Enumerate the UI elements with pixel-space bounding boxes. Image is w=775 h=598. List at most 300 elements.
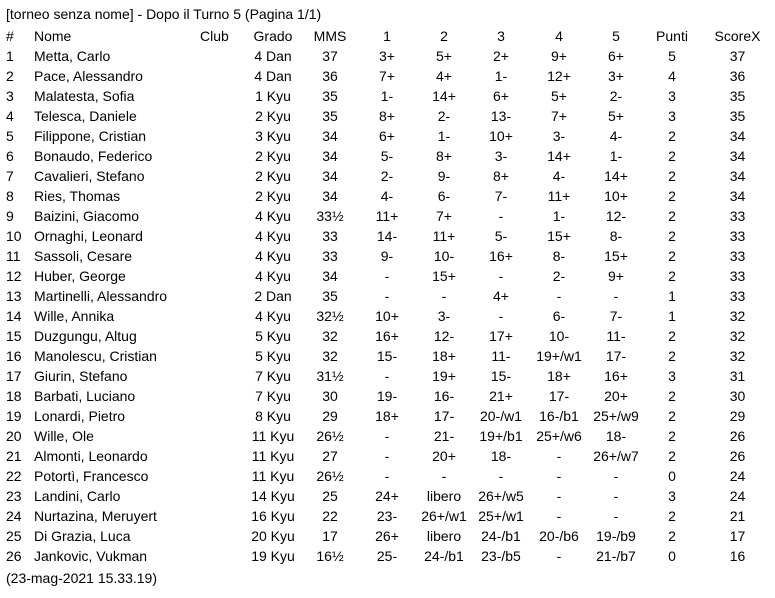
cell-grado: 4 Dan	[254, 68, 292, 84]
cell-scorex: 34	[729, 168, 746, 184]
cell-num: 8	[6, 188, 14, 204]
cell-mms: 29	[322, 408, 338, 424]
cell-round-1: 6+	[379, 128, 395, 144]
cell-club	[200, 126, 244, 146]
cell-punti: 3	[668, 368, 676, 384]
cell-club	[200, 146, 244, 166]
cell-round-1: 8+	[379, 108, 395, 124]
cell-round-2: 21-	[433, 428, 455, 444]
cell-name: Baizini, Giacomo	[34, 208, 140, 224]
cell-name: Landini, Carlo	[34, 488, 121, 504]
table-row	[0, 546, 775, 566]
cell-round-5: 17-	[605, 348, 627, 364]
cell-grado: 4 Kyu	[255, 208, 291, 224]
cell-num: 2	[6, 68, 14, 84]
cell-club	[200, 186, 244, 206]
col-header-punti: Punti	[656, 28, 688, 44]
cell-round-4: 18+	[547, 368, 571, 384]
cell-club	[200, 366, 244, 386]
cell-grado: 11 Kyu	[251, 468, 295, 484]
cell-grado: 2 Kyu	[255, 188, 291, 204]
cell-punti: 2	[668, 448, 676, 464]
cell-round-5: 8-	[609, 228, 623, 244]
cell-grado: 4 Kyu	[255, 248, 291, 264]
cell-round-3: 20-/w1	[479, 408, 523, 424]
cell-round-1: 19-	[376, 388, 398, 404]
cell-round-4: 4-	[552, 168, 566, 184]
cell-round-4: -	[556, 448, 562, 464]
cell-round-1: 3+	[379, 48, 395, 64]
cell-round-2: 10-	[433, 248, 455, 264]
cell-scorex: 35	[729, 88, 746, 104]
cell-round-5: 7-	[609, 308, 623, 324]
cell-round-4: -	[556, 488, 562, 504]
cell-round-3: 2+	[493, 48, 509, 64]
cell-club	[200, 246, 244, 266]
cell-num: 23	[6, 488, 22, 504]
cell-mms: 22	[322, 508, 338, 524]
cell-num: 13	[6, 288, 22, 304]
cell-club	[200, 306, 244, 326]
cell-round-5: 2-	[609, 88, 623, 104]
table-row	[0, 486, 775, 506]
cell-punti: 2	[668, 188, 676, 204]
cell-name: Metta, Carlo	[34, 48, 111, 64]
standings-body	[0, 46, 775, 566]
cell-round-3: 1-	[494, 68, 508, 84]
table-row	[0, 266, 775, 286]
cell-mms: 32	[322, 328, 338, 344]
cell-round-5: -	[613, 288, 619, 304]
cell-num: 15	[6, 328, 22, 344]
cell-grado: 2 Kyu	[255, 108, 291, 124]
cell-scorex: 29	[729, 408, 746, 424]
cell-round-3: 24-/b1	[481, 528, 521, 544]
cell-round-2: 24-/b1	[424, 548, 464, 564]
cell-grado: 7 Kyu	[255, 388, 291, 404]
cell-round-4: -	[556, 288, 562, 304]
cell-scorex: 32	[729, 348, 746, 364]
cell-name: Barbati, Luciano	[34, 388, 136, 404]
cell-mms: 16½	[316, 548, 344, 564]
cell-mms: 34	[322, 148, 338, 164]
cell-round-2: 15+	[432, 268, 456, 284]
cell-round-5: -	[613, 468, 619, 484]
cell-round-5: 15+	[604, 248, 628, 264]
cell-round-4: 14+	[547, 148, 571, 164]
cell-round-2: libero	[426, 488, 462, 504]
col-header-mms: MMS	[313, 28, 347, 44]
cell-club	[200, 66, 244, 86]
cell-round-5: 1-	[609, 148, 623, 164]
cell-round-3: -	[498, 208, 504, 224]
col-header-num: #	[6, 28, 14, 44]
table-row	[0, 286, 775, 306]
cell-punti: 2	[668, 248, 676, 264]
cell-name: Telesca, Daniele	[34, 108, 137, 124]
cell-round-3: 15-	[490, 368, 512, 384]
cell-club	[200, 466, 244, 486]
cell-mms: 35	[322, 108, 338, 124]
cell-round-2: 14+	[432, 88, 456, 104]
cell-scorex: 26	[729, 428, 746, 444]
cell-round-4: 1-	[552, 208, 566, 224]
col-header-round-3: 3	[497, 28, 505, 44]
table-row	[0, 506, 775, 526]
cell-club	[200, 286, 244, 306]
cell-mms: 33	[322, 228, 338, 244]
cell-round-2: 18+	[432, 348, 456, 364]
cell-punti: 2	[668, 388, 676, 404]
table-row	[0, 406, 775, 426]
table-row	[0, 146, 775, 166]
cell-round-2: 5+	[436, 48, 452, 64]
cell-round-2: 3-	[437, 308, 451, 324]
cell-round-5: 11-	[606, 328, 626, 344]
cell-round-4: 6-	[552, 308, 566, 324]
cell-name: Jankovic, Vukman	[34, 548, 148, 564]
cell-round-5: 21-/b7	[596, 548, 636, 564]
cell-round-1: 1-	[380, 88, 394, 104]
cell-punti: 3	[668, 108, 676, 124]
table-row	[0, 366, 775, 386]
cell-num: 24	[6, 508, 22, 524]
cell-name: Manolescu, Cristian	[34, 348, 157, 364]
cell-round-5: 18-	[605, 428, 627, 444]
cell-round-3: 8+	[493, 168, 509, 184]
cell-num: 11	[6, 248, 21, 264]
cell-mms: 27	[322, 448, 338, 464]
cell-num: 1	[6, 48, 14, 64]
cell-round-2: 1-	[437, 128, 451, 144]
cell-mms: 33	[322, 248, 338, 264]
cell-punti: 2	[668, 408, 676, 424]
cell-mms: 17	[322, 528, 338, 544]
cell-round-1: 11+	[375, 208, 399, 224]
cell-num: 21	[6, 448, 22, 464]
cell-scorex: 31	[729, 368, 746, 384]
cell-grado: 7 Kyu	[255, 368, 291, 384]
cell-name: Lonardi, Pietro	[34, 408, 126, 424]
cell-round-3: 13-	[490, 108, 512, 124]
cell-name: Ries, Thomas	[34, 188, 121, 204]
col-header-round-1: 1	[383, 28, 391, 44]
cell-round-1: 7+	[379, 68, 395, 84]
cell-club	[200, 526, 244, 546]
cell-name: Di Grazia, Luca	[34, 528, 131, 544]
table-row	[0, 226, 775, 246]
cell-round-2: 2-	[437, 108, 451, 124]
cell-round-2: 6-	[437, 188, 451, 204]
cell-punti: 2	[668, 208, 676, 224]
cell-round-3: 19+/b1	[479, 428, 523, 444]
cell-num: 10	[6, 228, 22, 244]
cell-round-5: 20+	[604, 388, 628, 404]
cell-scorex: 16	[729, 548, 746, 564]
cell-name: Potortì, Francesco	[34, 468, 149, 484]
cell-round-4: 8-	[552, 248, 566, 264]
cell-round-2: 11+	[432, 228, 456, 244]
cell-num: 14	[6, 308, 22, 324]
cell-round-3: 16+	[489, 248, 513, 264]
cell-num: 25	[6, 528, 22, 544]
cell-mms: 36	[322, 68, 338, 84]
table-row	[0, 126, 775, 146]
cell-name: Wille, Ole	[34, 428, 94, 444]
cell-round-2: -	[441, 288, 447, 304]
cell-name: Nurtazina, Meruyert	[34, 508, 157, 524]
cell-round-4: 15+	[547, 228, 571, 244]
cell-club	[200, 426, 244, 446]
cell-scorex: 33	[729, 248, 746, 264]
cell-punti: 2	[668, 508, 676, 524]
cell-round-3: 5-	[494, 228, 508, 244]
cell-round-1: 16+	[375, 328, 399, 344]
table-row	[0, 246, 775, 266]
table-row	[0, 46, 775, 66]
cell-round-5: 9+	[608, 268, 624, 284]
cell-round-5: 16+	[604, 368, 628, 384]
cell-grado: 4 Kyu	[255, 308, 291, 324]
cell-round-4: 17-	[548, 388, 570, 404]
cell-round-1: -	[384, 428, 390, 444]
cell-mms: 31½	[316, 368, 344, 384]
cell-round-3: 10+	[489, 128, 513, 144]
cell-grado: 2 Kyu	[255, 148, 291, 164]
cell-club	[200, 446, 244, 466]
cell-grado: 11 Kyu	[251, 428, 295, 444]
cell-scorex: 34	[729, 188, 746, 204]
cell-grado: 2 Dan	[254, 288, 292, 304]
table-row	[0, 446, 775, 466]
cell-round-3: 3-	[494, 148, 508, 164]
cell-scorex: 34	[729, 128, 746, 144]
cell-grado: 4 Kyu	[255, 228, 291, 244]
cell-club	[200, 86, 244, 106]
cell-round-3: 26+/w5	[478, 488, 524, 504]
cell-name: Giurin, Stefano	[34, 368, 128, 384]
cell-mms: 34	[322, 128, 338, 144]
cell-scorex: 35	[729, 108, 746, 124]
cell-mms: 34	[322, 268, 338, 284]
cell-punti: 0	[668, 468, 676, 484]
cell-round-4: 16-/b1	[539, 408, 579, 424]
cell-round-1: 14-	[376, 228, 398, 244]
cell-mms: 25	[322, 488, 338, 504]
cell-num: 26	[6, 548, 22, 564]
col-header-name: Nome	[34, 28, 72, 44]
cell-round-2: -	[441, 468, 447, 484]
cell-round-1: -	[384, 448, 390, 464]
cell-round-1: 4-	[380, 188, 394, 204]
cell-round-1: 2-	[380, 168, 394, 184]
cell-punti: 1	[668, 308, 676, 324]
table-row	[0, 526, 775, 546]
cell-round-1: -	[384, 368, 390, 384]
cell-scorex: 33	[729, 208, 746, 224]
cell-round-5: 5+	[608, 108, 624, 124]
cell-round-1: -	[384, 288, 390, 304]
cell-grado: 5 Kyu	[255, 348, 291, 364]
cell-num: 6	[6, 148, 14, 164]
cell-mms: 35	[322, 288, 338, 304]
cell-scorex: 21	[729, 508, 746, 524]
table-row	[0, 186, 775, 206]
cell-punti: 2	[668, 328, 676, 344]
cell-punti: 2	[668, 168, 676, 184]
cell-scorex: 26	[729, 448, 746, 464]
cell-name: Sassoli, Cesare	[34, 248, 133, 264]
cell-punti: 2	[668, 228, 676, 244]
cell-num: 22	[6, 468, 22, 484]
table-row	[0, 66, 775, 86]
cell-num: 20	[6, 428, 22, 444]
cell-grado: 14 Kyu	[251, 488, 295, 504]
table-row	[0, 326, 775, 346]
cell-club	[200, 106, 244, 126]
cell-round-5: -	[613, 488, 619, 504]
table-row	[0, 426, 775, 446]
cell-punti: 1	[668, 288, 676, 304]
cell-punti: 2	[668, 528, 676, 544]
table-row	[0, 306, 775, 326]
cell-round-2: 4+	[436, 68, 452, 84]
cell-name: Cavalieri, Stefano	[34, 168, 145, 184]
cell-round-1: 25-	[376, 548, 398, 564]
col-header-round-2: 2	[440, 28, 448, 44]
cell-round-4: 7+	[551, 108, 567, 124]
cell-round-4: 9+	[551, 48, 567, 64]
table-row	[0, 206, 775, 226]
cell-mms: 32½	[316, 308, 344, 324]
cell-round-4: -	[556, 548, 562, 564]
cell-mms: 26½	[316, 468, 344, 484]
cell-grado: 3 Kyu	[255, 128, 291, 144]
cell-name: Bonaudo, Federico	[34, 148, 153, 164]
cell-round-2: 26+/w1	[421, 508, 467, 524]
table-row	[0, 466, 775, 486]
cell-scorex: 32	[729, 308, 746, 324]
cell-scorex: 34	[729, 148, 746, 164]
cell-grado: 4 Dan	[254, 48, 292, 64]
cell-num: 9	[6, 208, 14, 224]
cell-punti: 3	[668, 88, 676, 104]
header-row	[0, 26, 775, 46]
cell-round-2: 9-	[437, 168, 451, 184]
cell-mms: 32	[322, 348, 338, 364]
cell-round-5: 26+/w7	[593, 448, 639, 464]
table-row	[0, 346, 775, 366]
cell-punti: 2	[668, 268, 676, 284]
cell-round-5: 6+	[608, 48, 624, 64]
cell-punti: 2	[668, 148, 676, 164]
cell-round-5: 12-	[605, 208, 627, 224]
cell-scorex: 33	[729, 228, 746, 244]
cell-round-5: 25+/w9	[593, 408, 639, 424]
cell-num: 19	[6, 408, 22, 424]
cell-punti: 2	[668, 428, 676, 444]
cell-punti: 0	[668, 548, 676, 564]
cell-round-3: 7-	[494, 188, 508, 204]
cell-num: 3	[6, 88, 14, 104]
cell-num: 18	[6, 388, 22, 404]
cell-mms: 30	[322, 388, 338, 404]
col-header-scorex: ScoreX	[714, 28, 761, 44]
cell-num: 17	[6, 368, 22, 384]
cell-round-1: 15-	[376, 348, 398, 364]
cell-mms: 34	[322, 188, 338, 204]
cell-grado: 2 Kyu	[255, 168, 291, 184]
cell-grado: 20 Kyu	[251, 528, 295, 544]
cell-name: Pace, Alessandro	[34, 68, 143, 84]
cell-scorex: 17	[729, 528, 746, 544]
cell-round-3: 11-	[491, 348, 511, 364]
table-row	[0, 386, 775, 406]
cell-round-4: 19+/w1	[536, 348, 582, 364]
cell-round-2: 7+	[436, 208, 452, 224]
cell-club	[200, 406, 244, 426]
cell-scorex: 33	[729, 288, 746, 304]
cell-scorex: 24	[729, 468, 746, 484]
cell-punti: 4	[668, 68, 676, 84]
cell-grado: 16 Kyu	[251, 508, 295, 524]
cell-round-5: -	[613, 508, 619, 524]
cell-mms: 33½	[316, 208, 344, 224]
cell-round-1: 18+	[375, 408, 399, 424]
cell-club	[200, 546, 244, 566]
cell-num: 4	[6, 108, 14, 124]
cell-club	[200, 386, 244, 406]
cell-round-4: 11+	[547, 188, 571, 204]
cell-mms: 26½	[316, 428, 344, 444]
cell-club	[200, 506, 244, 526]
cell-scorex: 32	[729, 328, 746, 344]
cell-name: Duzgungu, Altug	[34, 328, 137, 344]
cell-round-2: 8+	[436, 148, 452, 164]
table-row	[0, 166, 775, 186]
cell-grado: 1 Kyu	[255, 88, 291, 104]
col-header-club: Club	[200, 28, 229, 44]
cell-round-4: 5+	[551, 88, 567, 104]
cell-scorex: 30	[729, 388, 746, 404]
cell-round-3: 25+/w1	[478, 508, 524, 524]
cell-round-4: 25+/w6	[536, 428, 582, 444]
cell-club	[200, 486, 244, 506]
cell-club	[200, 206, 244, 226]
cell-club	[200, 166, 244, 186]
timestamp-footer: (23-mag-2021 15.33.19)	[6, 570, 157, 586]
cell-mms: 34	[322, 168, 338, 184]
cell-num: 16	[6, 348, 22, 364]
cell-round-2: 16-	[433, 388, 455, 404]
cell-grado: 19 Kyu	[251, 548, 295, 564]
cell-round-1: 24+	[375, 488, 399, 504]
cell-scorex: 37	[729, 48, 746, 64]
cell-round-4: -	[556, 508, 562, 524]
cell-name: Malatesta, Sofia	[34, 88, 135, 104]
cell-name: Ornaghi, Leonard	[34, 228, 143, 244]
cell-round-4: 3-	[552, 128, 566, 144]
cell-scorex: 24	[729, 488, 746, 504]
cell-round-1: 5-	[380, 148, 394, 164]
cell-round-5: 4-	[609, 128, 623, 144]
cell-scorex: 33	[729, 268, 746, 284]
cell-round-1: 10+	[375, 308, 399, 324]
cell-round-4: -	[556, 468, 562, 484]
cell-round-2: 12-	[433, 328, 455, 344]
cell-punti: 2	[668, 128, 676, 144]
standings-table	[0, 26, 775, 566]
